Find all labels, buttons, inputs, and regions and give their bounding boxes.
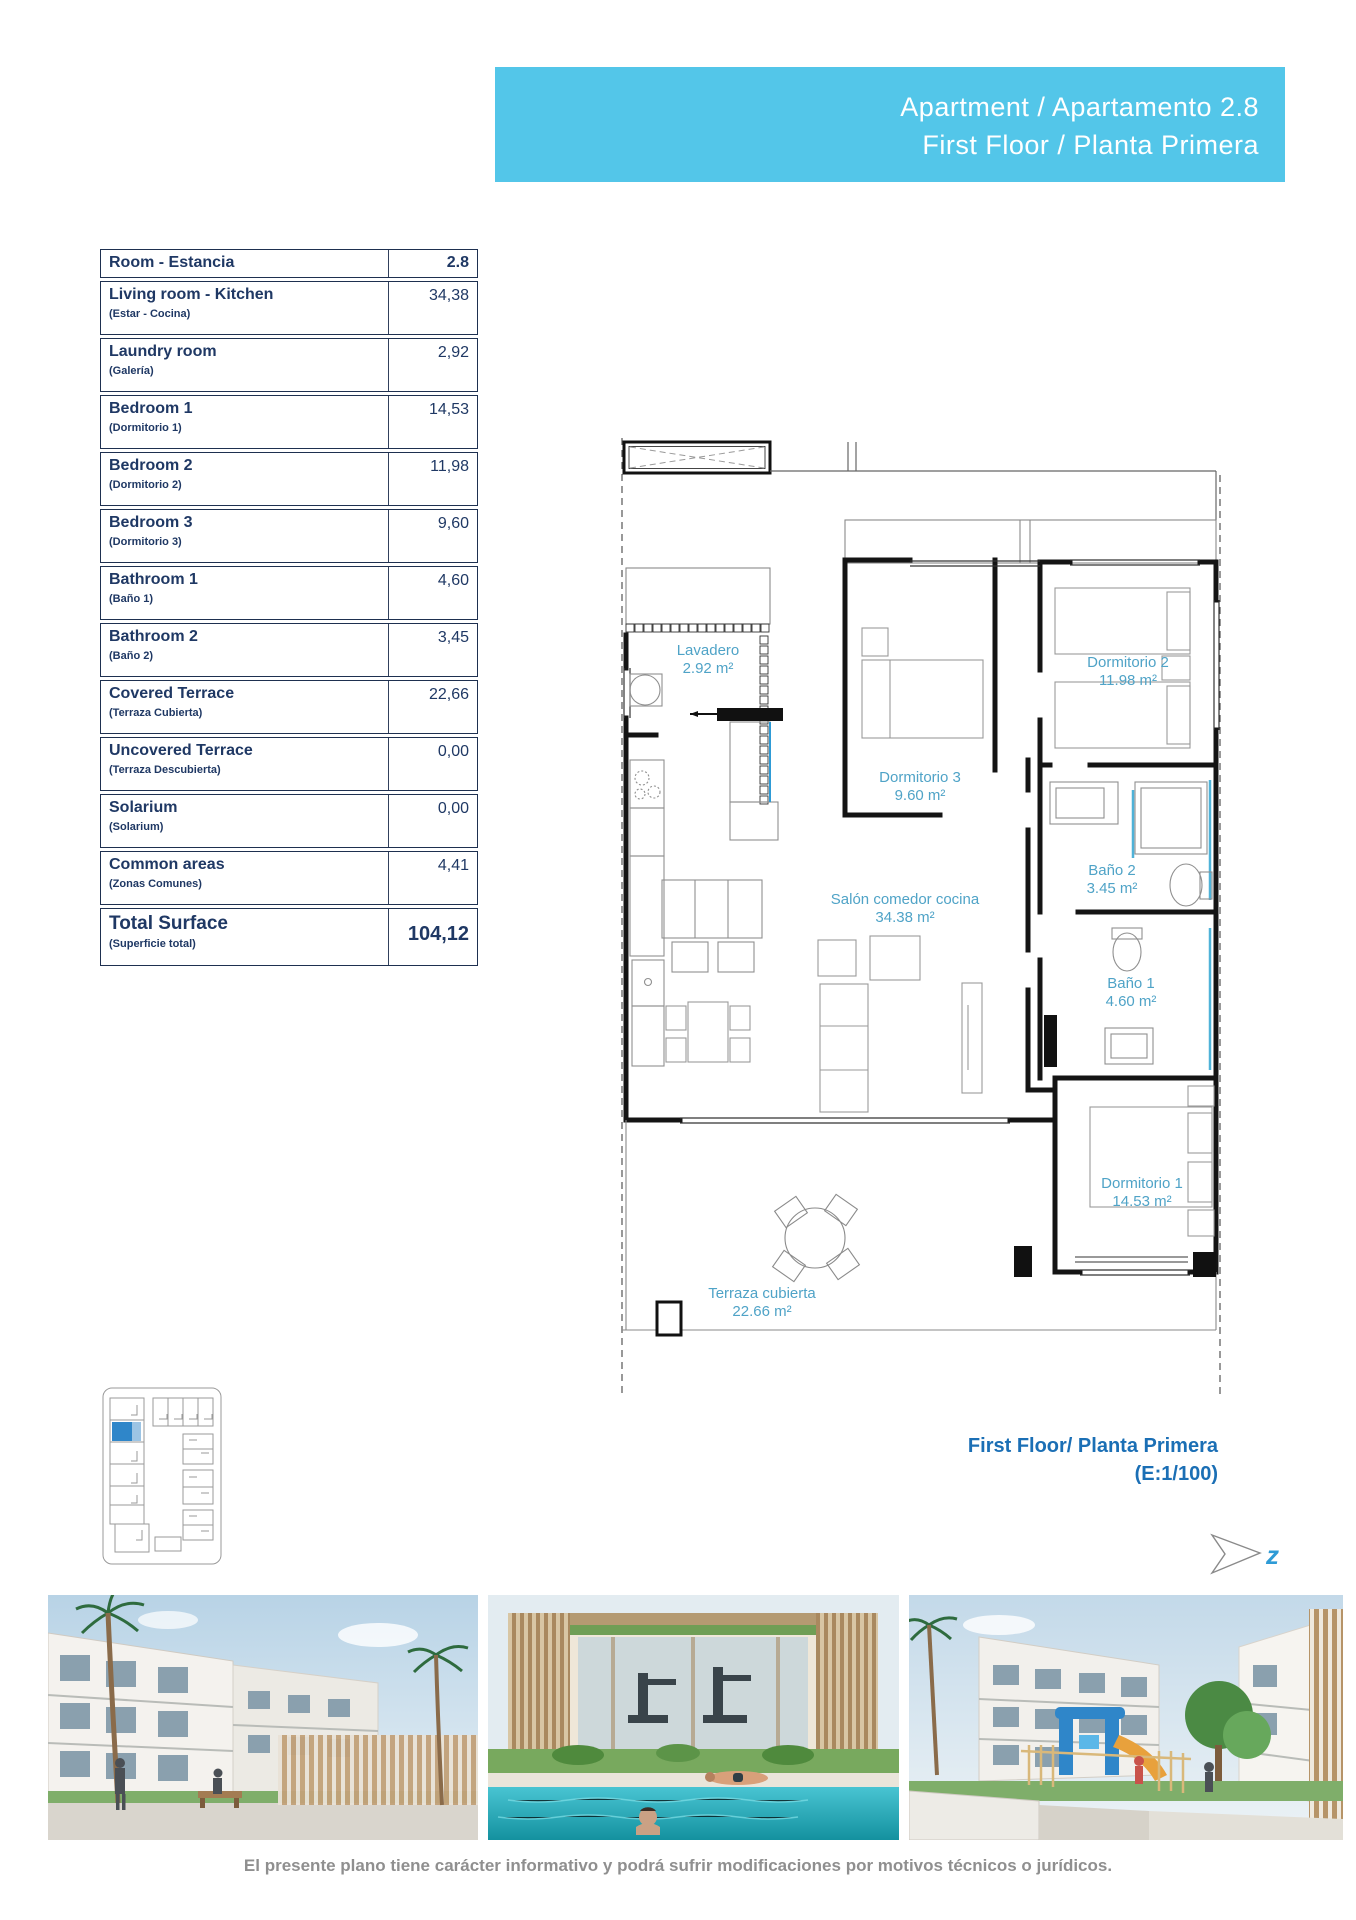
north-label: z [1266,1540,1279,1570]
row-value: 3,45 [437,629,469,646]
row-label-en: Covered Terrace [109,685,235,702]
table-header-label: Room - Estancia [109,254,235,271]
keyplan-site-boundary [103,1388,221,1564]
room-area-lavadero: 2.92 m² [682,660,734,677]
shower-glass [1133,780,1210,1070]
disclaimer-text: El presente plano tiene carácter informativo y podrá sufrir modificaciones por motivos técnicos o jurídicos. [243,1856,1113,1875]
row-value: 0,00 [437,743,469,760]
room-label-dormitorio1: Dormitorio 1 [1101,1175,1183,1192]
keyplan-unit-highlight [112,1422,132,1441]
floor-plan [600,430,1230,1420]
room-area-salon: 34.38 m² [875,909,935,926]
row-label-en: Uncovered Terrace [109,742,253,759]
row-value: 4,41 [437,857,469,874]
row-label-en: Bedroom 3 [109,514,193,531]
row-label-en: Bedroom 1 [109,400,193,417]
room-labels [677,642,1183,1320]
table-row [100,452,478,506]
render-photo-pool [488,1595,899,1840]
title-banner [495,67,1285,182]
room-label-terraza: Terraza cubierta [708,1285,816,1302]
table-total-row [100,908,478,966]
render-photo-playground [909,1595,1343,1840]
plan-caption-floor: First Floor/ Planta Primera [967,1435,1218,1457]
room-label-lavadero: Lavadero [676,642,740,659]
row-label-en: Common areas [109,856,225,873]
row-value: 2,92 [437,344,469,361]
render-photo-exterior [48,1595,478,1840]
bedroom3-furniture [862,628,983,738]
row-label-es: (Dormitorio 1) [109,422,182,434]
row-value: 22,66 [428,686,469,703]
row-label-en: Bedroom 2 [109,457,193,474]
table-row [100,623,478,677]
room-area-dormitorio3: 9.60 m² [894,787,946,804]
row-label-en: Bathroom 2 [109,628,198,645]
row-value: 34,38 [428,287,469,304]
room-label-bano1: Baño 1 [1107,975,1155,992]
row-label-es: (Galería) [109,365,154,377]
row-value: 9,60 [437,515,469,532]
plan-caption-scale: (E:1/100) [1134,1463,1218,1485]
total-label-es: (Superficie total) [109,938,196,950]
row-label-es: (Terraza Cubierta) [109,707,203,719]
room-area-dormitorio2: 11.98 m² [1098,672,1158,689]
table-row [100,680,478,734]
row-value: 4,60 [437,572,469,589]
row-label-es: (Baño 1) [109,593,153,605]
row-label-es: (Dormitorio 2) [109,479,182,491]
row-value: 14,53 [428,401,469,418]
room-label-dormitorio2: Dormitorio 2 [1087,654,1169,671]
render-pool-scene [488,1595,899,1840]
room-area-bano1: 4.60 m² [1105,993,1157,1010]
plan-caption [900,1432,1218,1488]
room-area-bano2: 3.45 m² [1086,880,1138,897]
table-row [100,851,478,905]
row-label-es: (Dormitorio 3) [109,536,182,548]
key-plan [97,1385,233,1569]
row-label-en: Laundry room [109,343,217,360]
table-header-value: 2.8 [446,254,469,271]
upper-gallery-outline [626,520,1216,624]
total-value: 104,12 [407,923,469,945]
row-label-es: (Zonas Comunes) [109,878,202,890]
north-arrow-icon [1212,1535,1260,1573]
row-label-es: (Terraza Descubierta) [109,764,221,776]
keyplan-unit-highlight-secondary [132,1422,141,1441]
row-label-es: (Solarium) [109,821,164,833]
room-area-dormitorio1: 14.53 m² [1112,1193,1172,1210]
floor-subtitle: First Floor / Planta Primera [922,130,1259,160]
room-label-salon: Salón comedor cocina [830,891,980,908]
row-label-en: Bathroom 1 [109,571,198,588]
row-label-es: (Estar - Cocina) [109,308,191,320]
table-row [100,509,478,563]
table-row [100,737,478,791]
render-exterior-scene [48,1595,478,1840]
table-row [100,281,478,335]
table-row [100,794,478,848]
living-room-furniture [666,936,982,1112]
table-row [100,395,478,449]
stair-shaft [624,442,770,473]
row-label-en: Living room - Kitchen [109,286,274,303]
table-row [100,566,478,620]
roof-outline [770,442,1216,520]
room-area-terraza: 22.66 m² [732,1303,792,1320]
room-label-dormitorio3: Dormitorio 3 [879,769,961,786]
table-row [100,338,478,392]
row-label-en: Solarium [109,799,178,816]
room-label-bano2: Baño 2 [1088,862,1136,879]
bedroom1-furniture [1090,1086,1214,1236]
north-arrow [1206,1526,1292,1580]
row-value: 11,98 [430,458,469,475]
row-label-es: (Baño 2) [109,650,153,662]
surface-table [100,249,478,969]
total-label-en: Total Surface [109,913,228,934]
apartment-title: Apartment / Apartamento 2.8 [900,92,1259,122]
render-playground-scene [909,1595,1343,1840]
row-value: 0,00 [437,800,469,817]
terrace-elements [622,1120,1216,1335]
table-header-row [100,249,478,278]
